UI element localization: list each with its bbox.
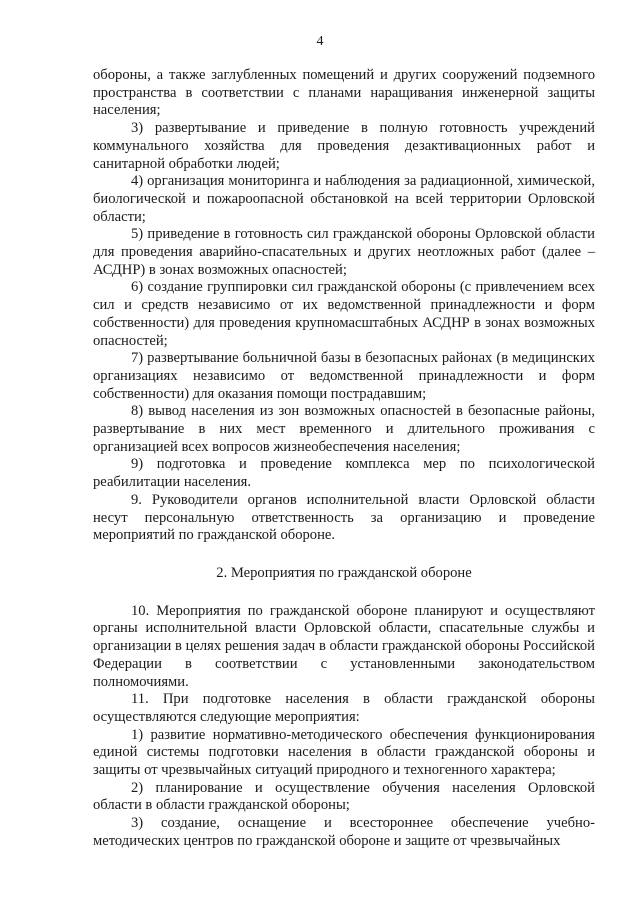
- paragraph: 10. Мероприятия по гражданской обороне планируют и осуществляют органы исполнительной власти Орловской области, спасательные службы и организации в целях решения задач в области гражданской обороны Российской Федерации в соответствии с установленными законодательством полномочиями.: [93, 602, 595, 690]
- paragraph: 9. Руководители органов исполнительной власти Орловской области несут персональную ответственность за организацию и проведение мероприятий по гражданской обороне.: [93, 491, 595, 544]
- paragraph: 2) планирование и осуществление обучения населения Орловской области в области гражданской обороны;: [93, 779, 595, 814]
- paragraph: 5) приведение в готовность сил гражданской обороны Орловской области для проведения аварийно-спасательных и других неотложных работ (далее – АСДНР) в зонах возможных опасностей;: [93, 226, 595, 278]
- paragraph-group-top: [93, 67, 595, 545]
- paragraph: обороны, а также заглубленных помещений и других сооружений подземного пространства в соответствии с планами наращивания инженерной защиты населения;: [93, 67, 595, 119]
- paragraph: 11. При подготовке населения в области гражданской обороны осуществляются следующие мероприятия:: [93, 691, 595, 725]
- paragraph: 7) развертывание больничной базы в безопасных районах (в медицинских организациях независимо от ведомственной принадлежности и форм собственности) для оказания помощи пострадавшим;: [93, 350, 595, 402]
- paragraph: 6) создание группировки сил гражданской обороны (с привлечением всех сил и средств независимо от их ведомственной принадлежности и форм собственности) для проведения крупномасштабных АСДНР в зонах возможных опасностей;: [93, 279, 595, 349]
- paragraph: 9) подготовка и проведение комплекса мер по психологической реабилитации населения.: [93, 456, 595, 491]
- paragraph: 3) создание, оснащение и всестороннее обеспечение учебно-методических центров по гражданской обороне и защите от чрезвычайных: [93, 815, 595, 849]
- paragraph: 3) развертывание и приведение в полную готовность учреждений коммунального хозяйства для проведения дезактивационных работ и санитарной обработки людей;: [93, 120, 595, 172]
- paragraph: 4) организация мониторинга и наблюдения за радиационной, химической, биологической и пожароопасной обстановкой на всей территории Орловской области;: [93, 173, 595, 225]
- section-heading: 2. Мероприятия по гражданской обороне: [216, 564, 472, 581]
- paragraph: 8) вывод населения из зон возможных опасностей в безопасные районы, развертывание в них мест временного и длительного проживания с организацией всех вопросов жизнеобеспечения населения;: [93, 403, 595, 455]
- paragraph-group-bottom: [93, 603, 595, 851]
- page-number: 4: [316, 34, 324, 49]
- paragraph: 1) развитие нормативно-методического обеспечения функционирования единой системы подготовки населения в области гражданской обороны и защиты от чрезвычайных ситуаций природного и техногенного характера;: [93, 726, 595, 779]
- document-body: [93, 67, 595, 851]
